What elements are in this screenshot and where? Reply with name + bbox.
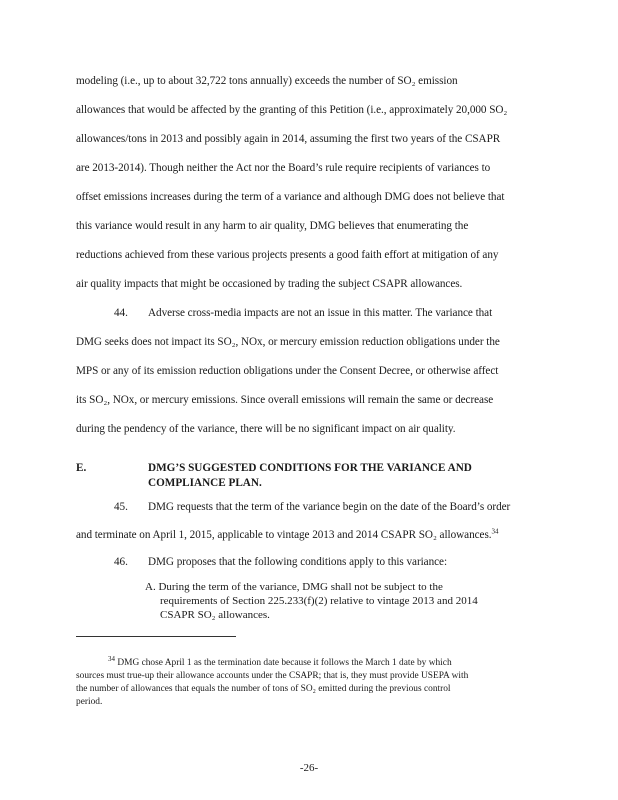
body-line: MPS or any of its emission reduction obligations under the Consent Decree, or otherwise affect — [76, 365, 499, 377]
paragraph-45-second-line — [76, 528, 498, 542]
body-line: are 2013-2014). Though neither the Act nor the Board’s rule require recipients of variances to — [76, 162, 491, 174]
paragraph-number: 46. — [114, 556, 128, 568]
footnote-line: sources must true-up their allowance accounts under the CSAPR; that is, they must provide USEPA with — [76, 671, 469, 681]
paragraph-number: 45. — [114, 501, 128, 513]
footnote-text: DMG chose April 1 as the termination date because it follows the March 1 date by which — [117, 658, 452, 668]
footnote-number: 34 — [108, 654, 115, 663]
footnote-first-line — [108, 654, 452, 669]
section-letter: E. — [76, 462, 87, 474]
paragraph-text: and terminate on April 1, 2015, applicable to vintage 2013 and 2014 CSAPR SO₂ allowances. — [76, 529, 492, 541]
section-title-cont: COMPLIANCE PLAN. — [148, 477, 262, 489]
footnote-reference[interactable]: 34 — [491, 527, 499, 536]
paragraph-text: Adverse cross-media impacts are not an issue in this matter. The variance that — [148, 307, 493, 319]
body-line: DMG seeks does not impact its SO₂, NOx, or mercury emission reduction obligations under the — [76, 336, 500, 348]
condition-a-line: A. During the term of the variance, DMG shall not be subject to the — [145, 581, 443, 593]
paragraph-44-first-line — [76, 306, 492, 320]
page-number: -26- — [299, 762, 319, 774]
body-line: offset emissions increases during the term of a variance and although DMG does not believe that — [76, 191, 505, 203]
footnote-separator — [76, 636, 236, 637]
footnote-line: period. — [76, 697, 103, 707]
condition-a-line: CSAPR SO₂ allowances. — [160, 609, 270, 621]
body-line: air quality impacts that might be occasioned by trading the subject CSAPR allowances. — [76, 278, 463, 290]
section-title: DMG’S SUGGESTED CONDITIONS FOR THE VARIANCE AND — [148, 462, 472, 474]
body-line: its SO₂, NOx, or mercury emissions. Since overall emissions will remain the same or decrease — [76, 394, 494, 406]
paragraph-45-first-line — [76, 500, 510, 514]
paragraph-number: 44. — [114, 307, 128, 319]
paragraph-text: DMG proposes that the following conditions apply to this variance: — [148, 556, 448, 568]
paragraph-46-first-line — [76, 555, 447, 569]
paragraph-text: DMG requests that the term of the variance begin on the date of the Board’s order — [148, 501, 511, 513]
body-line: this variance would result in any harm to air quality, DMG believes that enumerating the — [76, 220, 469, 232]
condition-a-line: requirements of Section 225.233(f)(2) relative to vintage 2013 and 2014 — [160, 595, 478, 607]
body-line: modeling (i.e., up to about 32,722 tons annually) exceeds the number of SO₂ emission — [76, 75, 458, 87]
body-line: allowances that would be affected by the granting of this Petition (i.e., approximately 20,000 SO₂ — [76, 104, 508, 116]
body-line: allowances/tons in 2013 and possibly again in 2014, assuming the first two years of the CSAPR — [76, 133, 501, 145]
body-line: reductions achieved from these various projects presents a good faith effort at mitigation of any — [76, 249, 499, 261]
body-line: during the pendency of the variance, there will be no significant impact on air quality. — [76, 423, 456, 435]
footnote-line: the number of allowances that equals the number of tons of SO₂ emitted during the previous control — [76, 684, 451, 694]
